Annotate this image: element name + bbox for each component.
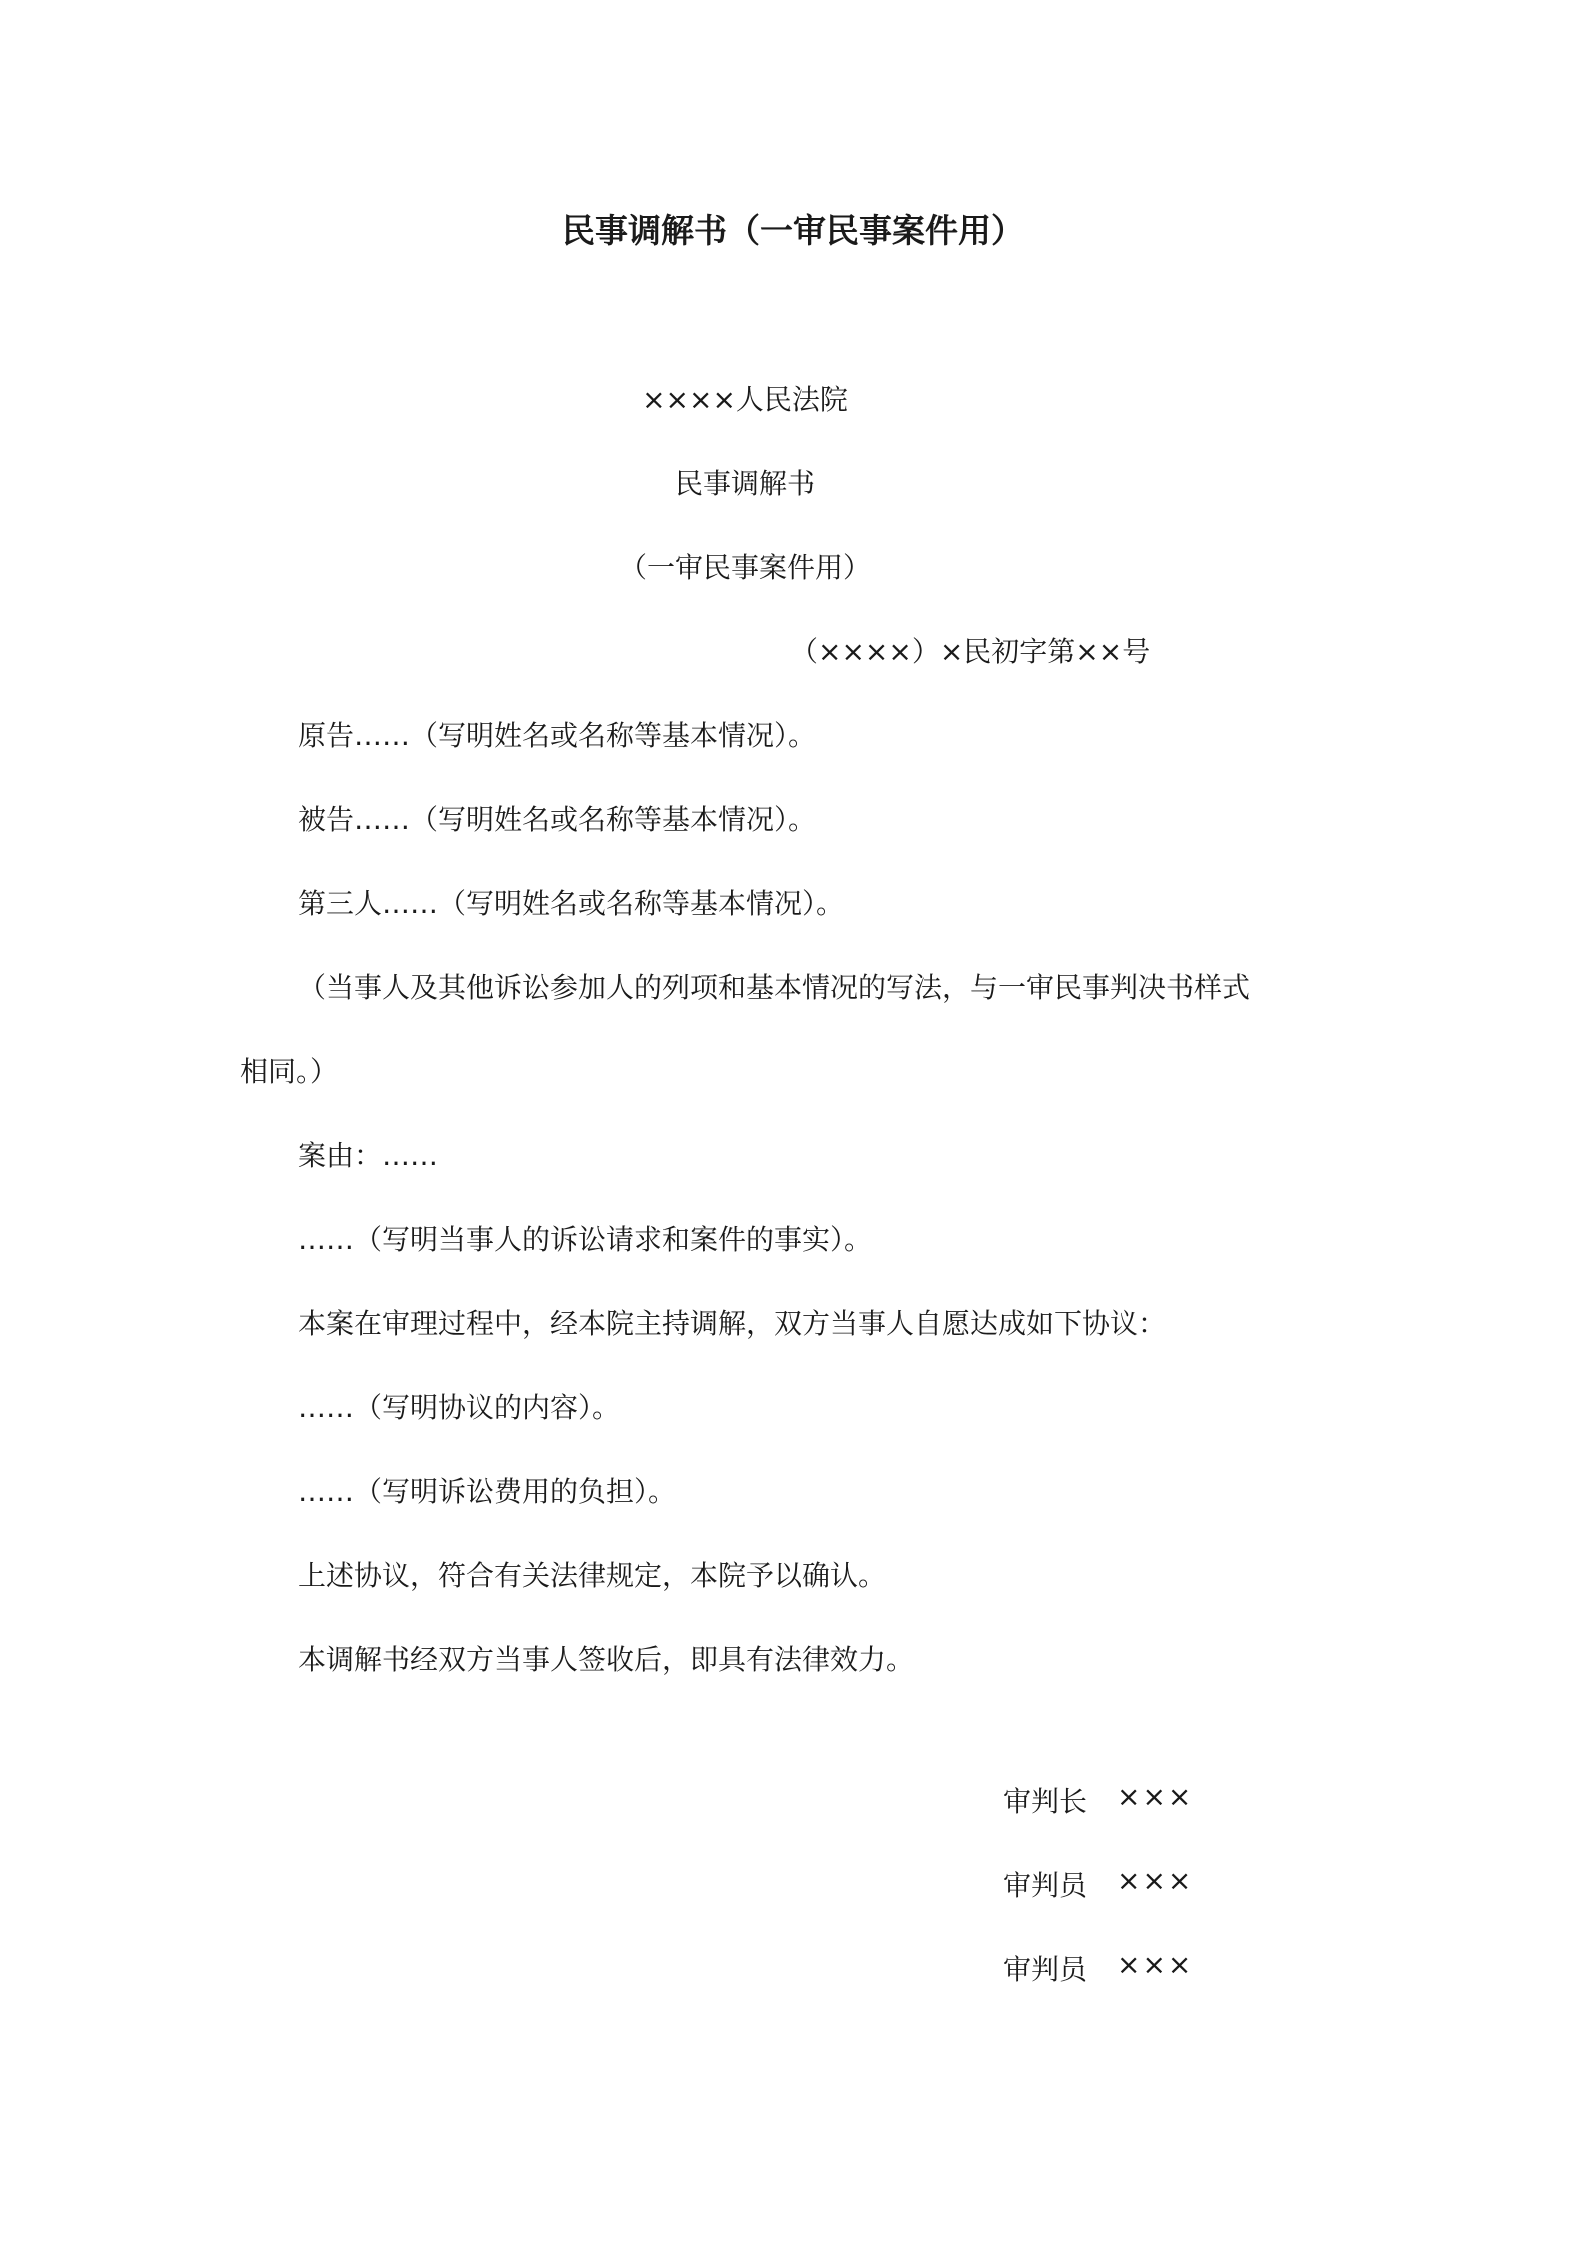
signature-title: 审判员 xyxy=(1003,1869,1088,1902)
document-usage: （一审民事案件用） xyxy=(618,551,871,584)
defendant-paragraph: 被告……（写明姓名或名称等基本情况）。 xyxy=(298,803,817,836)
signature-block xyxy=(1003,1780,1193,2032)
case-number: （××××）×民初字第××号 xyxy=(790,635,1151,668)
signature-title: 审判长 xyxy=(1003,1785,1088,1818)
note-paragraph-line2: 相同。） xyxy=(240,1055,339,1088)
third-party-paragraph: 第三人……（写明姓名或名称等基本情况）。 xyxy=(298,887,845,920)
document-title: 民事调解书（一审民事案件用） xyxy=(562,211,1024,250)
mediation-paragraph: 本案在审理过程中，经本院主持调解，双方当事人自愿达成如下协议： xyxy=(298,1307,1167,1340)
note-paragraph-line1: （当事人及其他诉讼参加人的列项和基本情况的写法，与一审民事判决书样式 xyxy=(298,971,1251,1004)
plaintiff-paragraph: 原告……（写明姓名或名称等基本情况）。 xyxy=(298,719,817,752)
signature-name: ××× xyxy=(1117,1780,1194,1813)
signature-row-judge-1 xyxy=(1003,1864,1193,1948)
claims-paragraph: ……（写明当事人的诉讼请求和案件的事实）。 xyxy=(298,1223,873,1256)
signature-title: 审判员 xyxy=(1003,1953,1088,1986)
agreement-paragraph: ……（写明协议的内容）。 xyxy=(298,1391,621,1424)
signature-name: ××× xyxy=(1117,1948,1194,1981)
confirmation-paragraph: 上述协议，符合有关法律规定，本院予以确认。 xyxy=(298,1559,887,1592)
signature-name: ××× xyxy=(1117,1864,1194,1897)
signature-row-presiding-judge xyxy=(1003,1780,1193,1864)
document-kind: 民事调解书 xyxy=(674,467,815,500)
court-name: ××××人民法院 xyxy=(642,383,848,416)
effect-paragraph: 本调解书经双方当事人签收后，即具有法律效力。 xyxy=(298,1643,915,1676)
signature-row-judge-2 xyxy=(1003,1948,1193,2032)
cause-paragraph: 案由：…… xyxy=(298,1139,439,1172)
costs-paragraph: ……（写明诉讼费用的负担）。 xyxy=(298,1475,677,1508)
